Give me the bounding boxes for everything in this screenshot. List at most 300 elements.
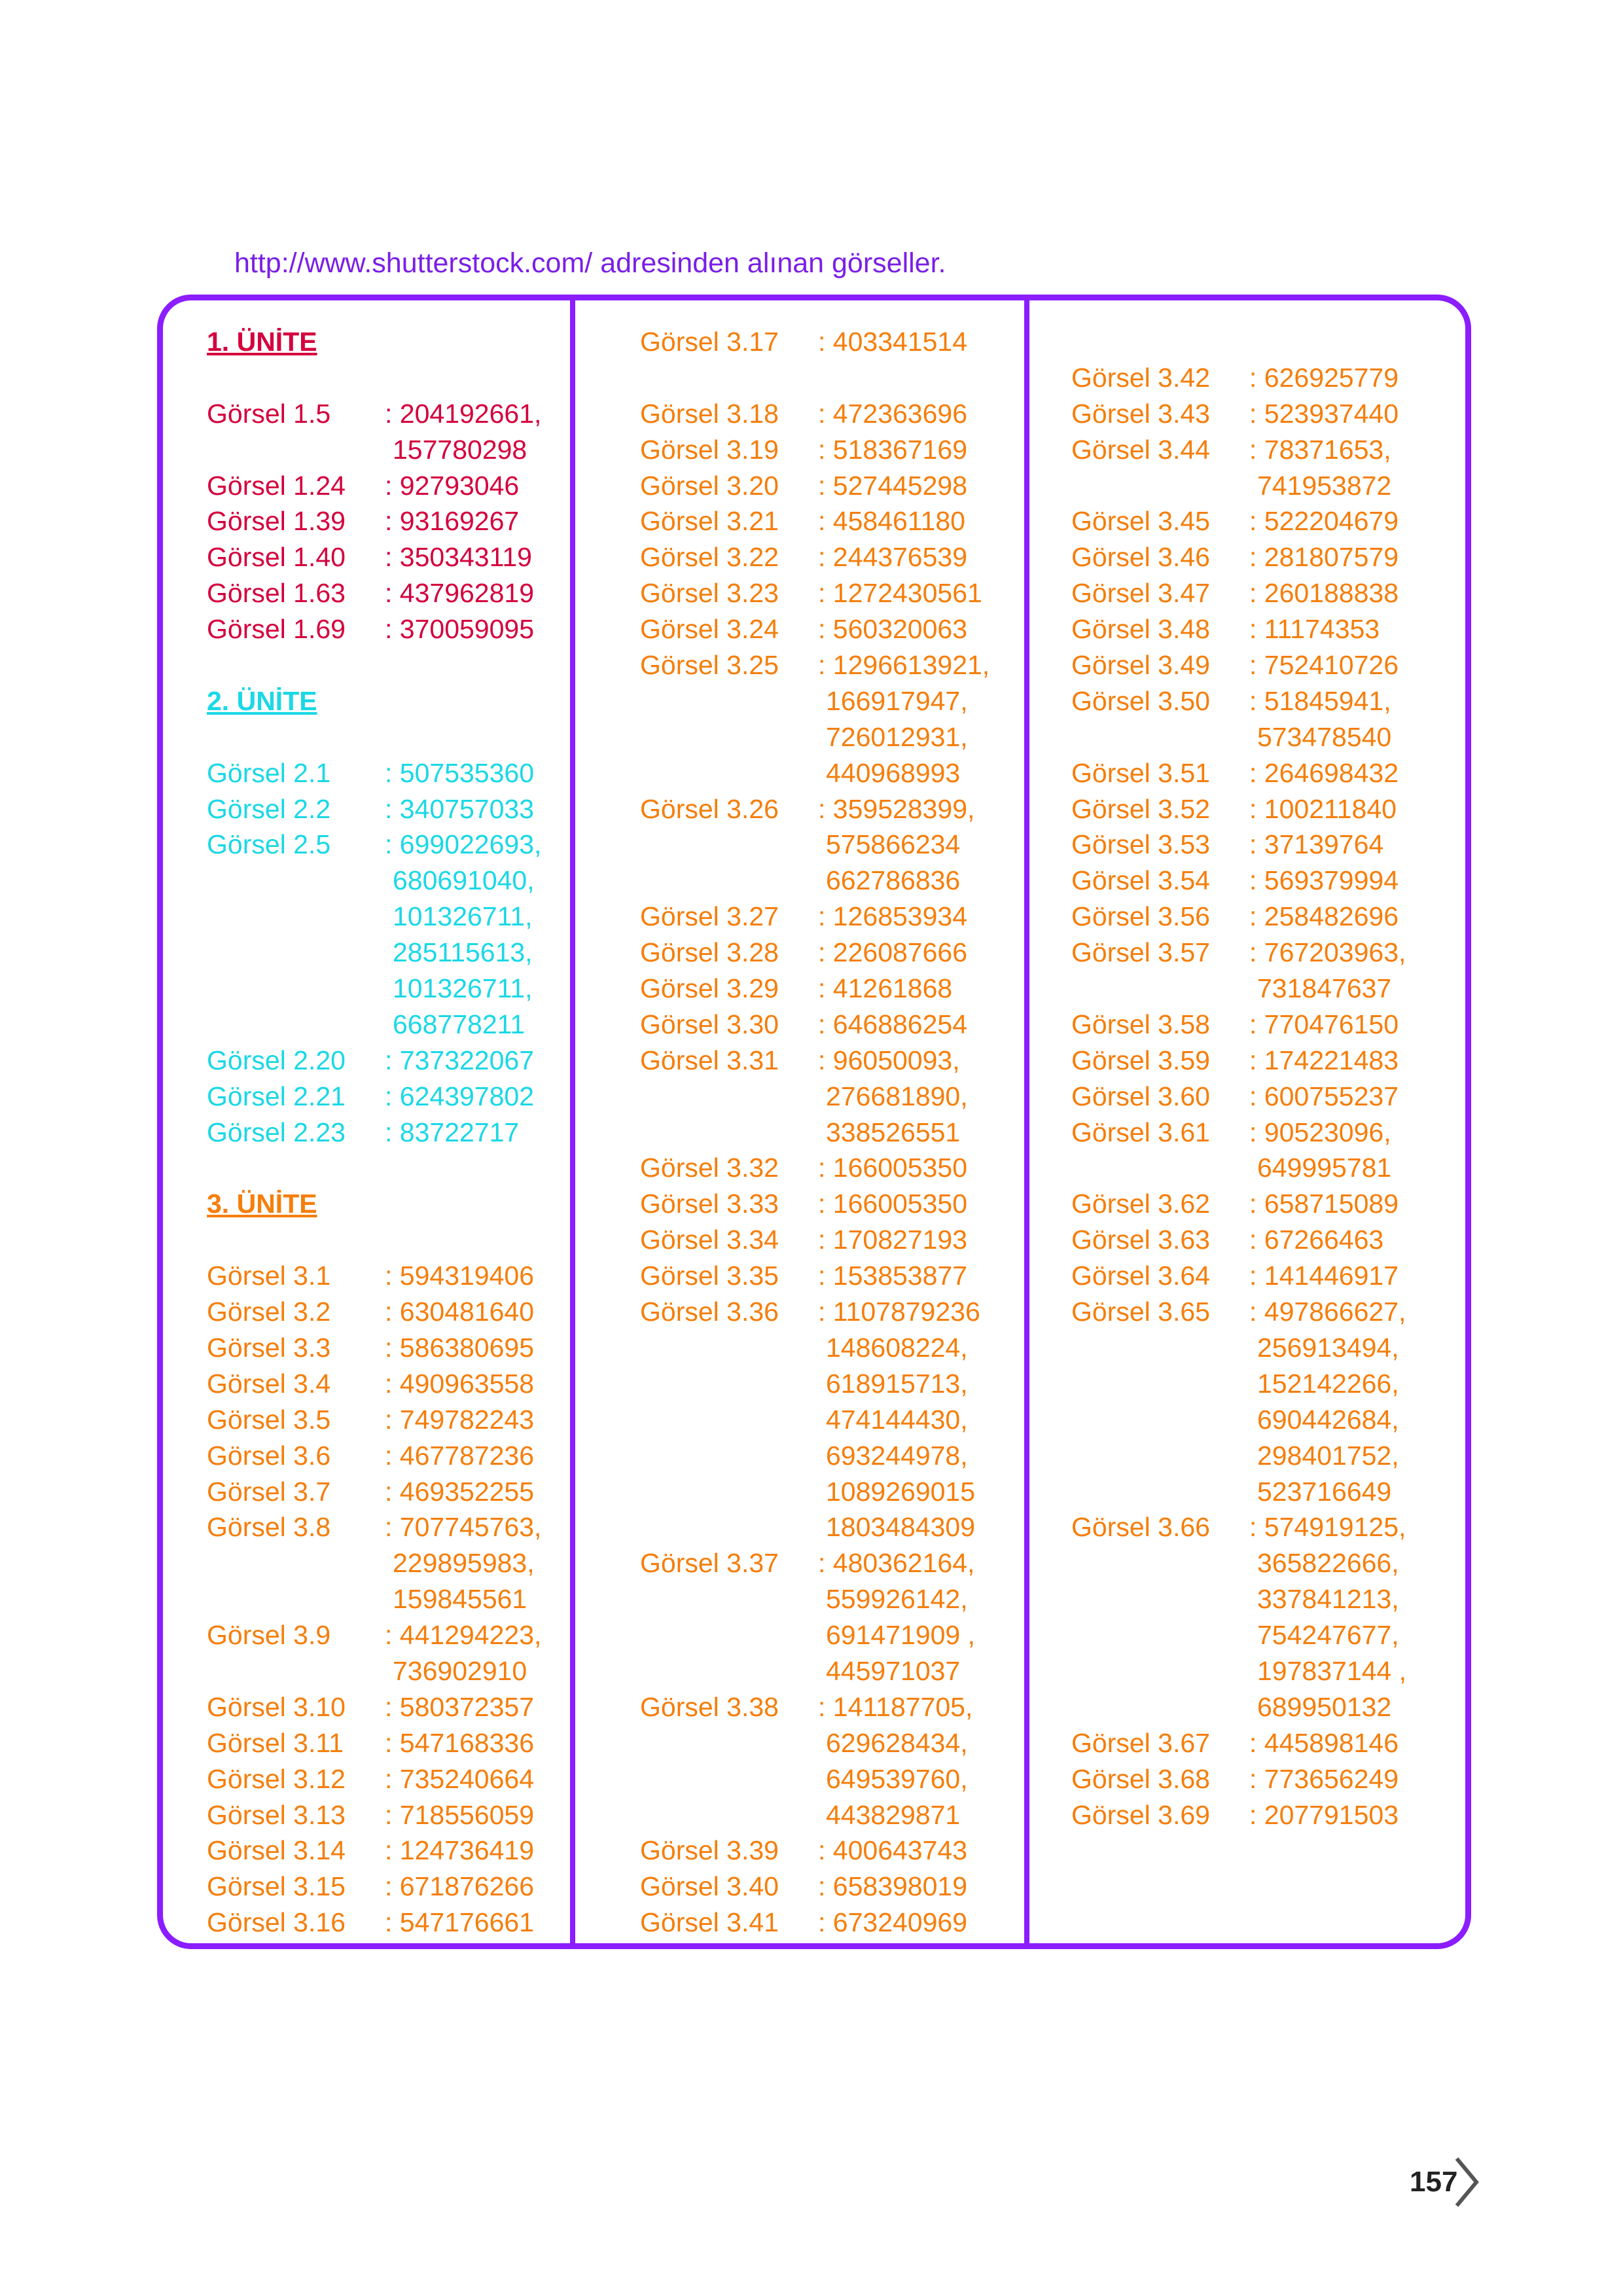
image-id: : 258482696 [1249, 901, 1399, 932]
image-id: : 166005350 [818, 1189, 968, 1219]
credit-row [640, 1833, 1007, 1869]
figure-label: Görsel 3.28 [640, 937, 779, 968]
credit-row [207, 611, 560, 647]
image-id: 229895983, [393, 1548, 535, 1579]
image-id: : 126853934 [818, 901, 968, 932]
image-id: : 467787236 [385, 1440, 535, 1471]
credit-row [207, 1115, 560, 1151]
credit-continuation-row [640, 1366, 1007, 1402]
blank-row [207, 719, 560, 755]
credit-row [640, 971, 1007, 1007]
credit-row [207, 1797, 560, 1833]
image-id: 662786836 [826, 865, 961, 896]
figure-label: Görsel 3.68 [1071, 1763, 1210, 1794]
image-id: : 166005350 [818, 1153, 968, 1183]
image-id: 573478540 [1257, 721, 1392, 752]
figure-label: Görsel 2.1 [207, 757, 331, 788]
figure-label: Görsel 3.38 [640, 1691, 779, 1722]
figure-label: Görsel 3.25 [640, 650, 779, 681]
figure-label: Görsel 3.50 [1071, 685, 1210, 716]
figure-label: Görsel 3.44 [1071, 434, 1210, 465]
image-id: : 90523096, [1249, 1117, 1391, 1147]
credit-row [640, 396, 1007, 432]
figure-label: Görsel 1.5 [207, 398, 331, 429]
credit-row [1071, 575, 1451, 611]
credit-row [1071, 1761, 1451, 1797]
unit-heading [207, 683, 560, 719]
credit-row [1071, 1115, 1451, 1151]
image-id: : 673240969 [818, 1907, 968, 1938]
credit-row [1071, 899, 1451, 935]
image-id: 731847637 [1257, 973, 1392, 1004]
figure-label: Görsel 3.65 [1071, 1297, 1210, 1327]
figure-label: Görsel 3.21 [640, 506, 779, 537]
image-id: : 630481640 [385, 1297, 535, 1327]
image-id: : 437962819 [385, 578, 535, 609]
image-id: : 100211840 [1249, 793, 1397, 824]
image-id: 166917947, [826, 685, 968, 716]
credit-row [640, 539, 1007, 575]
credit-continuation-row [207, 1581, 560, 1617]
image-id: 443829871 [826, 1799, 961, 1830]
figure-label: Görsel 3.31 [640, 1045, 779, 1075]
image-id: 629628434, [826, 1727, 968, 1758]
credit-continuation-row [207, 971, 560, 1007]
credit-continuation-row [640, 1330, 1007, 1366]
image-id: 157780298 [393, 434, 527, 465]
credit-continuation-row [207, 1007, 560, 1043]
figure-label: Görsel 3.26 [640, 793, 779, 824]
image-id: : 1107879236 [818, 1297, 980, 1327]
image-id: 523716649 [1257, 1476, 1392, 1507]
credit-continuation-row [640, 1617, 1007, 1653]
figure-label: Görsel 3.15 [207, 1871, 346, 1902]
credit-continuation-row [207, 899, 560, 935]
credit-row [1071, 1294, 1451, 1330]
image-id: : 580372357 [385, 1691, 535, 1722]
figure-label: Görsel 3.24 [640, 614, 779, 645]
figure-label: Görsel 3.62 [1071, 1189, 1210, 1219]
image-id: : 141446917 [1249, 1261, 1399, 1291]
credit-continuation-row [1071, 1474, 1451, 1510]
figure-label: Görsel 3.2 [207, 1297, 331, 1327]
figure-label: Görsel 3.10 [207, 1691, 346, 1722]
image-id: 693244978, [826, 1440, 968, 1471]
image-id: : 1272430561 [818, 578, 982, 609]
image-id: : 600755237 [1249, 1081, 1399, 1111]
figure-label: Görsel 3.3 [207, 1332, 331, 1363]
credit-row [1071, 1725, 1451, 1761]
figure-label: Görsel 3.35 [640, 1261, 779, 1291]
credit-row [640, 1150, 1007, 1186]
credit-row [207, 503, 560, 539]
credit-continuation-row [640, 683, 1007, 719]
image-id: : 671876266 [385, 1871, 535, 1902]
blank-row [1071, 324, 1451, 360]
figure-label: Görsel 3.16 [207, 1907, 346, 1938]
credit-row [640, 1258, 1007, 1294]
figure-label: Görsel 3.11 [207, 1727, 344, 1758]
source-note: http://www.shutterstock.com/ adresinden alınan görseller. [234, 247, 946, 279]
image-id: 445971037 [826, 1655, 961, 1686]
image-id: : 569379994 [1249, 865, 1399, 896]
image-id: 680691040, [393, 865, 535, 896]
credit-row [640, 935, 1007, 971]
image-id: : 124736419 [385, 1835, 535, 1866]
figure-label: Görsel 3.20 [640, 470, 779, 501]
credit-continuation-row [640, 1474, 1007, 1510]
credit-continuation-row [1071, 1438, 1451, 1474]
credit-row [207, 1833, 560, 1869]
image-id: 649539760, [826, 1763, 968, 1794]
figure-label: Görsel 3.19 [640, 434, 779, 465]
figure-label: Görsel 3.34 [640, 1225, 779, 1255]
figure-label: Görsel 3.59 [1071, 1045, 1210, 1075]
credit-continuation-row [207, 1545, 560, 1581]
image-id: : 547176661 [385, 1907, 535, 1938]
credit-continuation-row [1071, 1581, 1451, 1617]
credit-row [207, 1869, 560, 1905]
credit-row [207, 827, 560, 863]
image-id: : 1296613921, [818, 650, 990, 681]
credit-row [207, 468, 560, 504]
figure-label: Görsel 3.36 [640, 1297, 779, 1327]
image-id: 690442684, [1257, 1404, 1399, 1435]
credit-row [640, 1294, 1007, 1330]
credit-row [640, 1222, 1007, 1258]
figure-label: Görsel 3.30 [640, 1009, 779, 1039]
figure-label: Görsel 2.5 [207, 829, 331, 860]
credit-row [207, 1258, 560, 1294]
image-id: 276681890, [826, 1081, 968, 1111]
image-id: : 51845941, [1249, 685, 1391, 716]
image-id: 559926142, [826, 1584, 968, 1615]
credits-column-2 [640, 324, 1007, 1941]
image-id: 337841213, [1257, 1584, 1399, 1615]
figure-label: Görsel 3.1 [207, 1261, 331, 1291]
figure-label: Görsel 1.24 [207, 470, 346, 501]
image-id: 668778211 [393, 1009, 526, 1039]
credit-row [1071, 503, 1451, 539]
credit-row [207, 1438, 560, 1474]
image-id: : 92793046 [385, 470, 520, 501]
credit-continuation-row [640, 1115, 1007, 1151]
image-id: : 658715089 [1249, 1189, 1399, 1219]
credit-row [1071, 683, 1451, 719]
image-id: : 749782243 [385, 1404, 535, 1435]
figure-label: Görsel 3.39 [640, 1835, 779, 1866]
figure-label: Görsel 3.57 [1071, 937, 1210, 968]
credit-row [640, 611, 1007, 647]
image-id: : 574919125, [1249, 1512, 1406, 1543]
image-id: : 773656249 [1249, 1763, 1399, 1794]
credit-row [640, 899, 1007, 935]
credit-row [207, 791, 560, 827]
image-id: : 174221483 [1249, 1045, 1399, 1075]
credit-row [640, 503, 1007, 539]
credit-row [1071, 1258, 1451, 1294]
unit-heading [207, 1186, 560, 1222]
image-id: : 93169267 [385, 506, 520, 537]
image-id: : 400643743 [818, 1835, 968, 1866]
image-id: : 770476150 [1249, 1009, 1399, 1039]
figure-label: Görsel 2.2 [207, 793, 331, 824]
image-id: : 207791503 [1249, 1799, 1399, 1830]
blank-row [207, 1150, 560, 1186]
credit-row [640, 1043, 1007, 1079]
figure-label: Görsel 3.8 [207, 1512, 331, 1543]
chevron-right-icon [1454, 2156, 1480, 2208]
credit-row [1071, 1079, 1451, 1115]
credit-continuation-row [640, 1402, 1007, 1438]
page-number: 157 [1410, 2166, 1458, 2198]
figure-label: Görsel 3.13 [207, 1799, 346, 1830]
figure-label: Görsel 3.51 [1071, 757, 1210, 788]
credit-continuation-row [1071, 1545, 1451, 1581]
credit-row [1071, 1222, 1451, 1258]
figure-label: Görsel 1.39 [207, 506, 346, 537]
credit-continuation-row [640, 1761, 1007, 1797]
column-divider-1 [570, 295, 575, 1949]
image-id: 101326711, [393, 901, 533, 932]
credit-row [207, 1079, 560, 1115]
credit-continuation-row [640, 1509, 1007, 1545]
credit-row [640, 791, 1007, 827]
image-id: 338526551 [826, 1117, 961, 1147]
unit-heading-text: 2. ÜNİTE [207, 685, 317, 716]
credit-row [1071, 1186, 1451, 1222]
credit-row [1071, 396, 1451, 432]
image-id: : 281807579 [1249, 542, 1399, 573]
credit-continuation-row [640, 827, 1007, 863]
image-id: : 83722717 [385, 1117, 520, 1147]
image-id: 148608224, [826, 1332, 968, 1363]
image-id: : 67266463 [1249, 1225, 1384, 1255]
image-id: : 626925779 [1249, 362, 1399, 393]
figure-label: Görsel 3.60 [1071, 1081, 1210, 1111]
image-id: : 735240664 [385, 1763, 535, 1794]
credit-row [1071, 1509, 1451, 1545]
image-id: : 490963558 [385, 1368, 535, 1399]
image-id: : 737322067 [385, 1045, 535, 1075]
image-id: : 624397802 [385, 1081, 535, 1111]
credit-continuation-row [1071, 719, 1451, 755]
credit-row [1071, 647, 1451, 683]
image-id: : 767203963, [1249, 937, 1406, 968]
credit-row [640, 468, 1007, 504]
image-id: : 441294223, [385, 1620, 542, 1651]
image-id: : 226087666 [818, 937, 968, 968]
credit-continuation-row [640, 719, 1007, 755]
figure-label: Görsel 3.64 [1071, 1261, 1210, 1291]
figure-label: Görsel 3.54 [1071, 865, 1210, 896]
credit-row [640, 1869, 1007, 1905]
credit-row [207, 1402, 560, 1438]
figure-label: Görsel 3.56 [1071, 901, 1210, 932]
image-id: : 78371653, [1249, 434, 1391, 465]
credit-continuation-row [1071, 468, 1451, 504]
image-id: : 707745763, [385, 1512, 542, 1543]
credit-row [1071, 1007, 1451, 1043]
image-id: 754247677, [1257, 1620, 1399, 1651]
image-id: : 547168336 [385, 1727, 535, 1758]
figure-label: Görsel 2.21 [207, 1081, 346, 1111]
credit-continuation-row [207, 935, 560, 971]
figure-label: Görsel 3.66 [1071, 1512, 1210, 1543]
figure-label: Görsel 2.23 [207, 1117, 346, 1147]
figure-label: Görsel 3.47 [1071, 578, 1210, 609]
credit-continuation-row [640, 1797, 1007, 1833]
image-id: 1089269015 [826, 1476, 976, 1507]
figure-label: Görsel 3.18 [640, 398, 779, 429]
column-divider-2 [1024, 295, 1029, 1949]
figure-label: Görsel 3.17 [640, 327, 779, 357]
image-id: : 658398019 [818, 1871, 968, 1902]
credit-row [207, 1043, 560, 1079]
image-id: : 204192661, [385, 398, 542, 429]
image-id: : 699022693, [385, 829, 542, 860]
credit-row [1071, 611, 1451, 647]
figure-label: Görsel 3.61 [1071, 1117, 1210, 1147]
image-id: 726012931, [826, 721, 968, 752]
figure-label: Görsel 3.33 [640, 1189, 779, 1219]
image-id: : 264698432 [1249, 757, 1399, 788]
image-id: 1803484309 [826, 1512, 976, 1543]
image-id: : 445898146 [1249, 1727, 1399, 1758]
image-id: : 260188838 [1249, 578, 1399, 609]
credit-continuation-row [207, 432, 560, 468]
figure-label: Görsel 1.63 [207, 578, 346, 609]
figure-label: Görsel 3.43 [1071, 398, 1210, 429]
credit-row [640, 647, 1007, 683]
image-id: : 141187705, [818, 1691, 973, 1722]
image-id: 618915713, [826, 1368, 968, 1399]
image-id: 285115613, [393, 937, 533, 968]
image-id: 689950132 [1257, 1691, 1392, 1722]
credit-row [640, 1007, 1007, 1043]
image-id: : 244376539 [818, 542, 968, 573]
image-id: : 523937440 [1249, 398, 1399, 429]
unit-heading [207, 324, 560, 360]
figure-label: Görsel 3.53 [1071, 829, 1210, 860]
credit-row [1071, 755, 1451, 791]
image-id: 197837144 , [1257, 1655, 1407, 1686]
image-id: : 153853877 [818, 1261, 968, 1291]
image-id: : 359528399, [818, 793, 975, 824]
image-id: : 403341514 [818, 327, 968, 357]
figure-label: Görsel 3.7 [207, 1476, 331, 1507]
image-id: 101326711, [393, 973, 533, 1004]
image-id: : 527445298 [818, 470, 968, 501]
figure-label: Görsel 3.12 [207, 1763, 346, 1794]
credit-continuation-row [640, 1438, 1007, 1474]
credit-row [1071, 539, 1451, 575]
credit-row [640, 1545, 1007, 1581]
image-id: : 497866627, [1249, 1297, 1406, 1327]
credit-continuation-row [1071, 1689, 1451, 1725]
figure-label: Görsel 3.37 [640, 1548, 779, 1579]
figure-label: Görsel 3.5 [207, 1404, 331, 1435]
credit-row [207, 1689, 560, 1725]
credit-row [1071, 432, 1451, 468]
image-id: : 469352255 [385, 1476, 535, 1507]
unit-heading-text: 1. ÜNİTE [207, 327, 317, 357]
figure-label: Görsel 3.48 [1071, 614, 1210, 645]
image-id: : 480362164, [818, 1548, 975, 1579]
credits-column-1 [207, 324, 560, 1941]
figure-label: Görsel 3.69 [1071, 1799, 1210, 1830]
credit-row [1071, 827, 1451, 863]
figure-label: Görsel 3.46 [1071, 542, 1210, 573]
credit-row [1071, 863, 1451, 899]
credit-row [640, 324, 1007, 360]
blank-row [207, 647, 560, 683]
credit-continuation-row [640, 1079, 1007, 1115]
image-id: : 350343119 [385, 542, 532, 573]
credit-continuation-row [1071, 1330, 1451, 1366]
credit-row [1071, 1797, 1451, 1833]
image-id: : 718556059 [385, 1799, 535, 1830]
credit-continuation-row [640, 863, 1007, 899]
credit-row [640, 1905, 1007, 1941]
image-id: : 340757033 [385, 793, 535, 824]
figure-label: Görsel 3.58 [1071, 1009, 1210, 1039]
image-id: 256913494, [1257, 1332, 1399, 1363]
image-id: : 560320063 [818, 614, 968, 645]
figure-label: Görsel 2.20 [207, 1045, 346, 1075]
credit-row [640, 575, 1007, 611]
credit-continuation-row [640, 1581, 1007, 1617]
credit-row [207, 1725, 560, 1761]
image-id: 474144430, [826, 1404, 968, 1435]
image-id: 159845561 [393, 1584, 527, 1615]
image-id: 298401752, [1257, 1440, 1399, 1471]
credit-row [207, 575, 560, 611]
image-id: 691471909 , [826, 1620, 976, 1651]
image-id: 736902910 [393, 1655, 527, 1686]
credit-continuation-row [207, 863, 560, 899]
image-id: 365822666, [1257, 1548, 1399, 1579]
blank-row [207, 360, 560, 396]
figure-label: Görsel 3.52 [1071, 793, 1210, 824]
image-id: 741953872 [1257, 470, 1392, 501]
credit-continuation-row [1071, 971, 1451, 1007]
blank-row [207, 1222, 560, 1258]
figure-label: Görsel 3.6 [207, 1440, 331, 1471]
image-id: 152142266, [1257, 1368, 1399, 1399]
figure-label: Görsel 3.29 [640, 973, 779, 1004]
image-id: : 41261868 [818, 973, 953, 1004]
figure-label: Görsel 3.41 [640, 1907, 779, 1938]
image-id: : 507535360 [385, 757, 535, 788]
figure-label: Görsel 3.40 [640, 1871, 779, 1902]
image-id: 575866234 [826, 829, 961, 860]
credit-row [207, 1330, 560, 1366]
figure-label: Görsel 1.69 [207, 614, 346, 645]
credit-row [1071, 1043, 1451, 1079]
image-id: : 11174353 [1249, 614, 1380, 645]
figure-label: Görsel 3.23 [640, 578, 779, 609]
image-id: : 586380695 [385, 1332, 535, 1363]
figure-label: Görsel 3.9 [207, 1620, 331, 1651]
image-id: : 37139764 [1249, 829, 1384, 860]
credit-row [640, 1186, 1007, 1222]
credit-continuation-row [1071, 1366, 1451, 1402]
figure-label: Görsel 3.32 [640, 1153, 779, 1183]
credit-row [207, 1617, 560, 1653]
figure-label: Görsel 3.27 [640, 901, 779, 932]
unit-heading-text: 3. ÜNİTE [207, 1189, 317, 1219]
